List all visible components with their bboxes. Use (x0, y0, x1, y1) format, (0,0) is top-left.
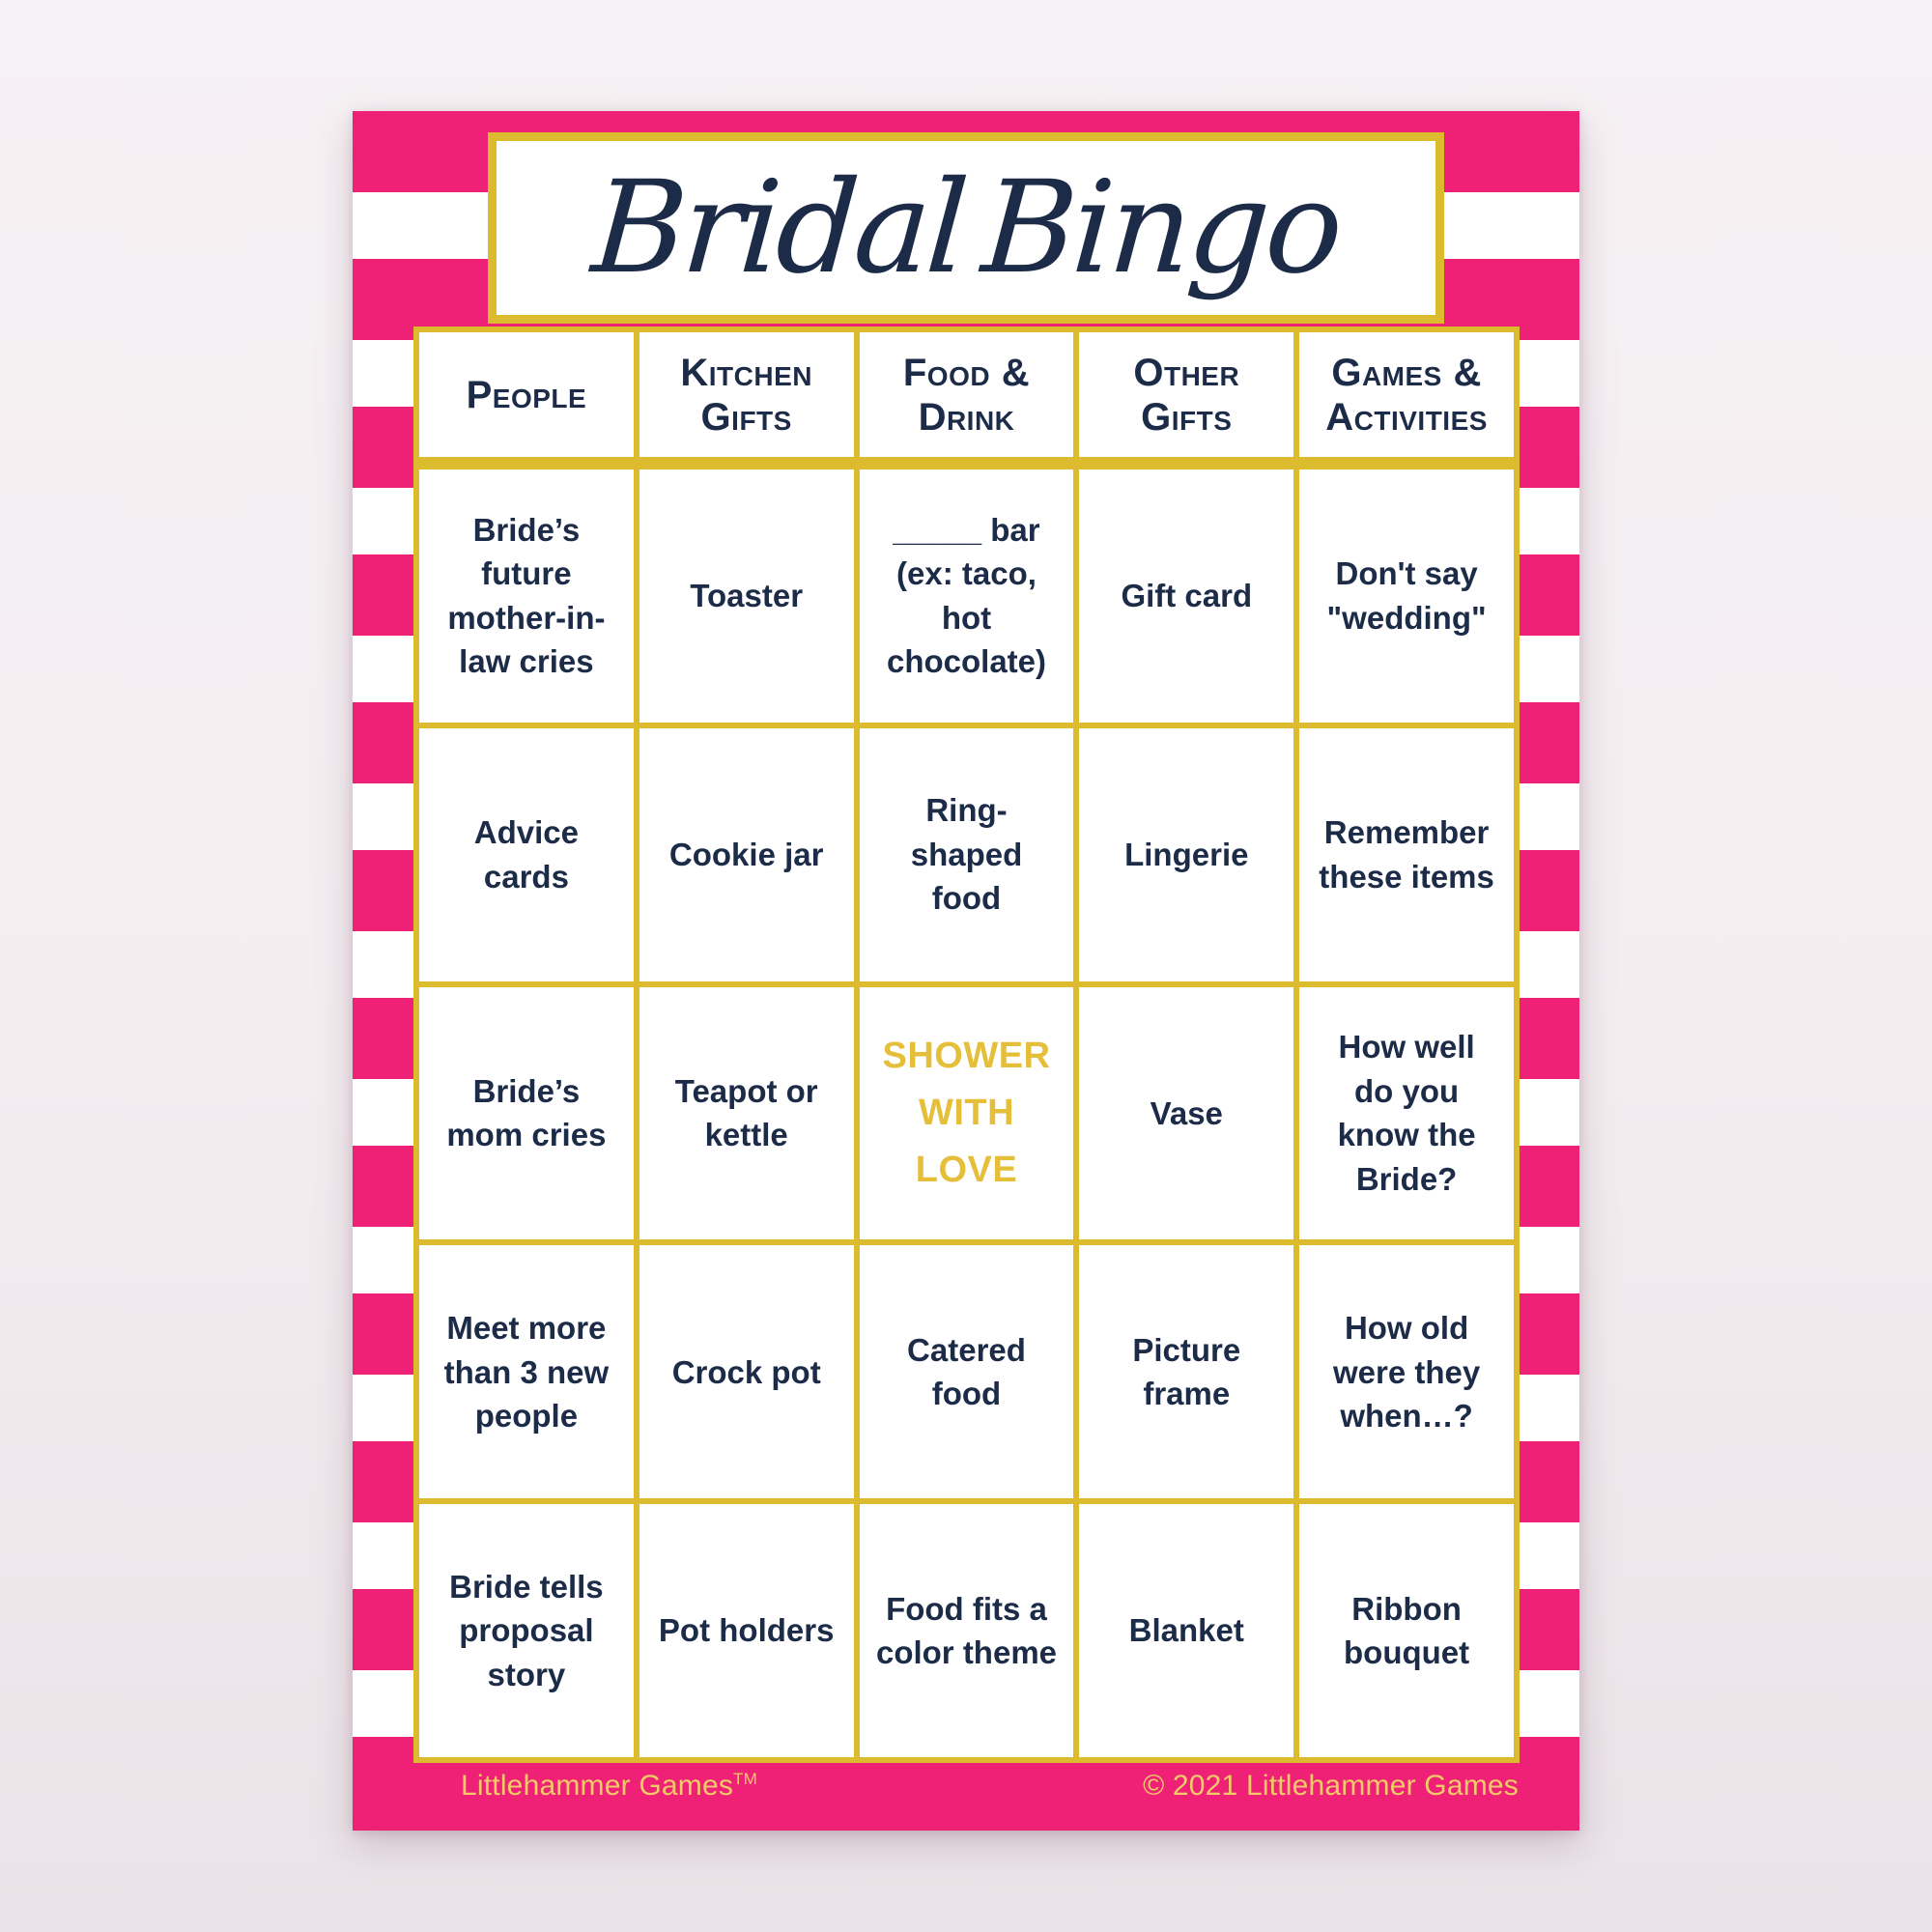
cell-text: How old were they when…? (1332, 1309, 1481, 1435)
bingo-cell (1299, 1245, 1514, 1498)
bingo-cell (1079, 1245, 1293, 1498)
bingo-cell (860, 469, 1074, 723)
bingo-cell (419, 1245, 634, 1498)
bingo-cell (419, 469, 634, 723)
cell-text: Bride’s future mother-in-law cries (447, 511, 606, 680)
bingo-cell (1299, 728, 1514, 981)
cell-text: Ribbon bouquet (1344, 1590, 1470, 1671)
bingo-cell (419, 728, 634, 981)
cell-text: _____ bar (ex: taco, hot chocolate) (886, 511, 1047, 680)
cell-text: Food fits a color theme (875, 1590, 1058, 1671)
cell-text: SHOWER WITH LOVE (882, 1036, 1051, 1190)
cell-text: Lingerie (1124, 836, 1249, 872)
cell-text: Cookie jar (668, 836, 824, 872)
cell-text: Catered food (907, 1331, 1026, 1412)
bingo-cell (1299, 1504, 1514, 1757)
bingo-cell (639, 987, 854, 1240)
cell-text: How well do you know the Bride? (1337, 1029, 1476, 1198)
bingo-cell (860, 1504, 1074, 1757)
bingo-cell (1079, 469, 1293, 723)
bingo-cell (1299, 987, 1514, 1240)
bingo-cell (1079, 1504, 1293, 1757)
footer-copyright: © 2021 Littlehammer Games (1143, 1770, 1519, 1802)
cell-text: Bride’s mom cries (446, 1072, 607, 1153)
cell-text: Ring-shaped food (910, 792, 1023, 917)
bingo-cell (1079, 987, 1293, 1240)
column-header-1: People (419, 332, 634, 464)
cell-text: Crock pot (671, 1353, 821, 1390)
bingo-card (353, 111, 1579, 1831)
page-title: Bridal Bingo (587, 154, 1345, 302)
bingo-cell (860, 1245, 1074, 1498)
bingo-cell (419, 1504, 634, 1757)
title-box (488, 132, 1444, 324)
cell-text: Meet more than 3 new people (443, 1309, 610, 1435)
cell-text: Vase (1150, 1094, 1223, 1131)
bingo-cell (639, 1245, 854, 1498)
cell-text: Toaster (690, 578, 804, 614)
bingo-grid (413, 327, 1520, 1763)
footer-brand (461, 1770, 757, 1803)
trademark-symbol: TM (733, 1770, 757, 1788)
bingo-cell (639, 1504, 854, 1757)
free-space-cell (860, 987, 1074, 1240)
cell-text: Gift card (1121, 578, 1253, 614)
cell-text: Bride tells proposal story (449, 1568, 604, 1692)
cell-text: Don't say "wedding" (1326, 555, 1487, 636)
bingo-cell (860, 728, 1074, 981)
column-header-3: Food & Drink (860, 332, 1074, 464)
bingo-cell (1299, 469, 1514, 723)
footer-brand-label: Littlehammer Games (461, 1770, 734, 1802)
cell-text: Advice cards (473, 814, 579, 895)
cell-text: Blanket (1128, 1612, 1244, 1649)
cell-text: Picture frame (1132, 1331, 1241, 1412)
column-header-5: Games & Activities (1299, 332, 1514, 464)
bingo-cell (639, 728, 854, 981)
bingo-cell (639, 469, 854, 723)
bingo-cell (419, 987, 634, 1240)
column-header-4: Other Gifts (1079, 332, 1293, 464)
cell-text: Remember these items (1319, 814, 1494, 895)
cell-text: Pot holders (658, 1612, 835, 1649)
column-header-2: Kitchen Gifts (639, 332, 854, 464)
bingo-cell (1079, 728, 1293, 981)
cell-text: Teapot or kettle (674, 1072, 818, 1153)
